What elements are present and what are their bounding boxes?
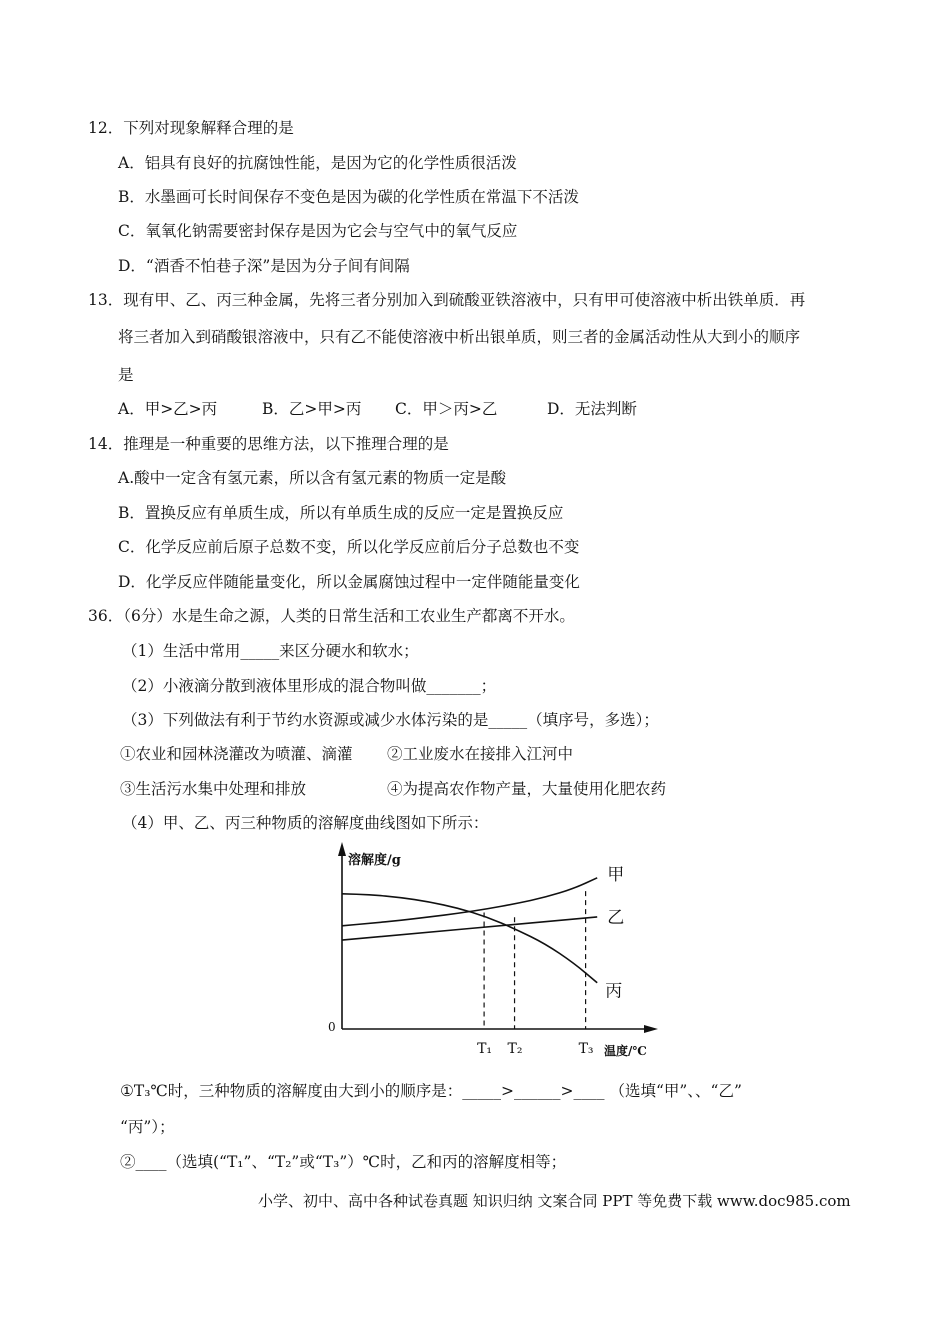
q13-option-c: C．甲＞丙>乙: [395, 400, 498, 418]
q36-subquestion-1-line-2: “丙”）；: [120, 1118, 175, 1136]
series-label-2: 乙: [607, 907, 625, 928]
q13-option-d: D．无法判断: [547, 400, 637, 418]
series-line-1: [342, 878, 597, 926]
y-axis-arrow: [338, 842, 346, 856]
q36-stem: 36．（6分）水是生命之源，人类的日常生活和工农业生产都离不开水。: [88, 607, 575, 625]
q14-option-c: C．化学反应前后原子总数不变，所以化学反应前后分子总数也不变: [118, 538, 580, 556]
page-footer: 小学、初中、高中各种试卷真题 知识归纳 文案合同 PPT 等免费下载 www.doc985.com: [258, 1192, 851, 1210]
q12-stem: 12．下列对现象解释合理的是: [88, 119, 294, 137]
x-axis-arrow: [644, 1025, 658, 1033]
q13-stem-line-1: 13．现有甲、乙、丙三种金属，先将三者分别加入到硫酸亚铁溶液中，只有甲可使溶液中析出铁单质．再: [88, 291, 806, 309]
x-tick-label-1: T₁: [477, 1041, 493, 1057]
q14-stem: 14．推理是一种重要的思维方法，以下推理合理的是: [88, 435, 449, 453]
series-label-1: 甲: [607, 864, 625, 885]
q36-part-1: （1）生活中常用_____来区分硬水和软水；: [122, 642, 419, 660]
q36-part-2: （2）小液滴分散到液体里形成的混合物叫做_______；: [122, 677, 497, 695]
q36-part-3: （3）下列做法有利于节约水资源或减少水体污染的是_____（填序号，多选）；: [122, 711, 659, 729]
q36-choice-4: ④为提高农作物产量，大量使用化肥农药: [387, 780, 667, 798]
q36-choice-1: ①农业和园林浇灌改为喷灌、滴灌: [120, 745, 353, 763]
q14-option-a: A.酸中一定含有氢元素，所以含有氢元素的物质一定是酸: [118, 469, 507, 487]
q12-option-c: C．氧氧化钠需要密封保存是因为它会与空气中的氧气反应: [118, 222, 518, 240]
q14-option-b: B．置换反应有单质生成，所以有单质生成的反应一定是置换反应: [118, 504, 564, 522]
y-axis-label: 溶解度/g: [348, 853, 401, 868]
q12-option-b: B．水墨画可长时间保存不变色是因为碳的化学性质在常温下不活泼: [118, 188, 579, 206]
q36-choice-3: ③生活污水集中处理和排放: [120, 780, 307, 798]
q13-stem-line-2: 将三者加入到硝酸银溶液中，只有乙不能使溶液中析出银单质，则三者的金属活动性从大到小的顺序: [118, 328, 801, 346]
series-line-2: [342, 917, 597, 940]
q13-option-b: B．乙>甲>丙: [262, 400, 362, 418]
q36-choice-2: ②工业废水在接排入江河中: [387, 745, 574, 763]
x-tick-label-3: T₃: [578, 1041, 594, 1057]
x-axis-label: 温度/℃: [604, 1044, 647, 1058]
q36-subquestion-2: ②____（选填(“T₁”、“T₂”或“T₃”）℃时，乙和丙的溶解度相等；: [120, 1153, 567, 1171]
q12-option-d: D．“酒香不怕巷子深”是因为分子间有间隔: [118, 257, 410, 275]
q36-subquestion-1-line-1: ①T₃℃时，三种物质的溶解度由大到小的顺序是：_____>______>____ （选填“甲”、、“乙”: [120, 1082, 742, 1100]
q12-option-a: A．铝具有良好的抗腐蚀性能，是因为它的化学性质很活泼: [118, 154, 517, 172]
q13-stem-line-3: 是: [118, 366, 134, 384]
solubility-chart: [322, 838, 662, 1058]
x-tick-label-2: T₂: [507, 1041, 523, 1057]
q14-option-d: D．化学反应伴随能量变化，所以金属腐蚀过程中一定伴随能量变化: [118, 573, 580, 591]
series-line-3: [342, 894, 597, 983]
q13-option-a: A．甲>乙>丙: [118, 400, 218, 418]
q36-part-4: （4）甲、乙、丙三种物质的溶解度曲线图如下所示：: [122, 814, 489, 832]
origin-label: 0: [328, 1020, 336, 1034]
series-label-3: 丙: [605, 981, 623, 1002]
